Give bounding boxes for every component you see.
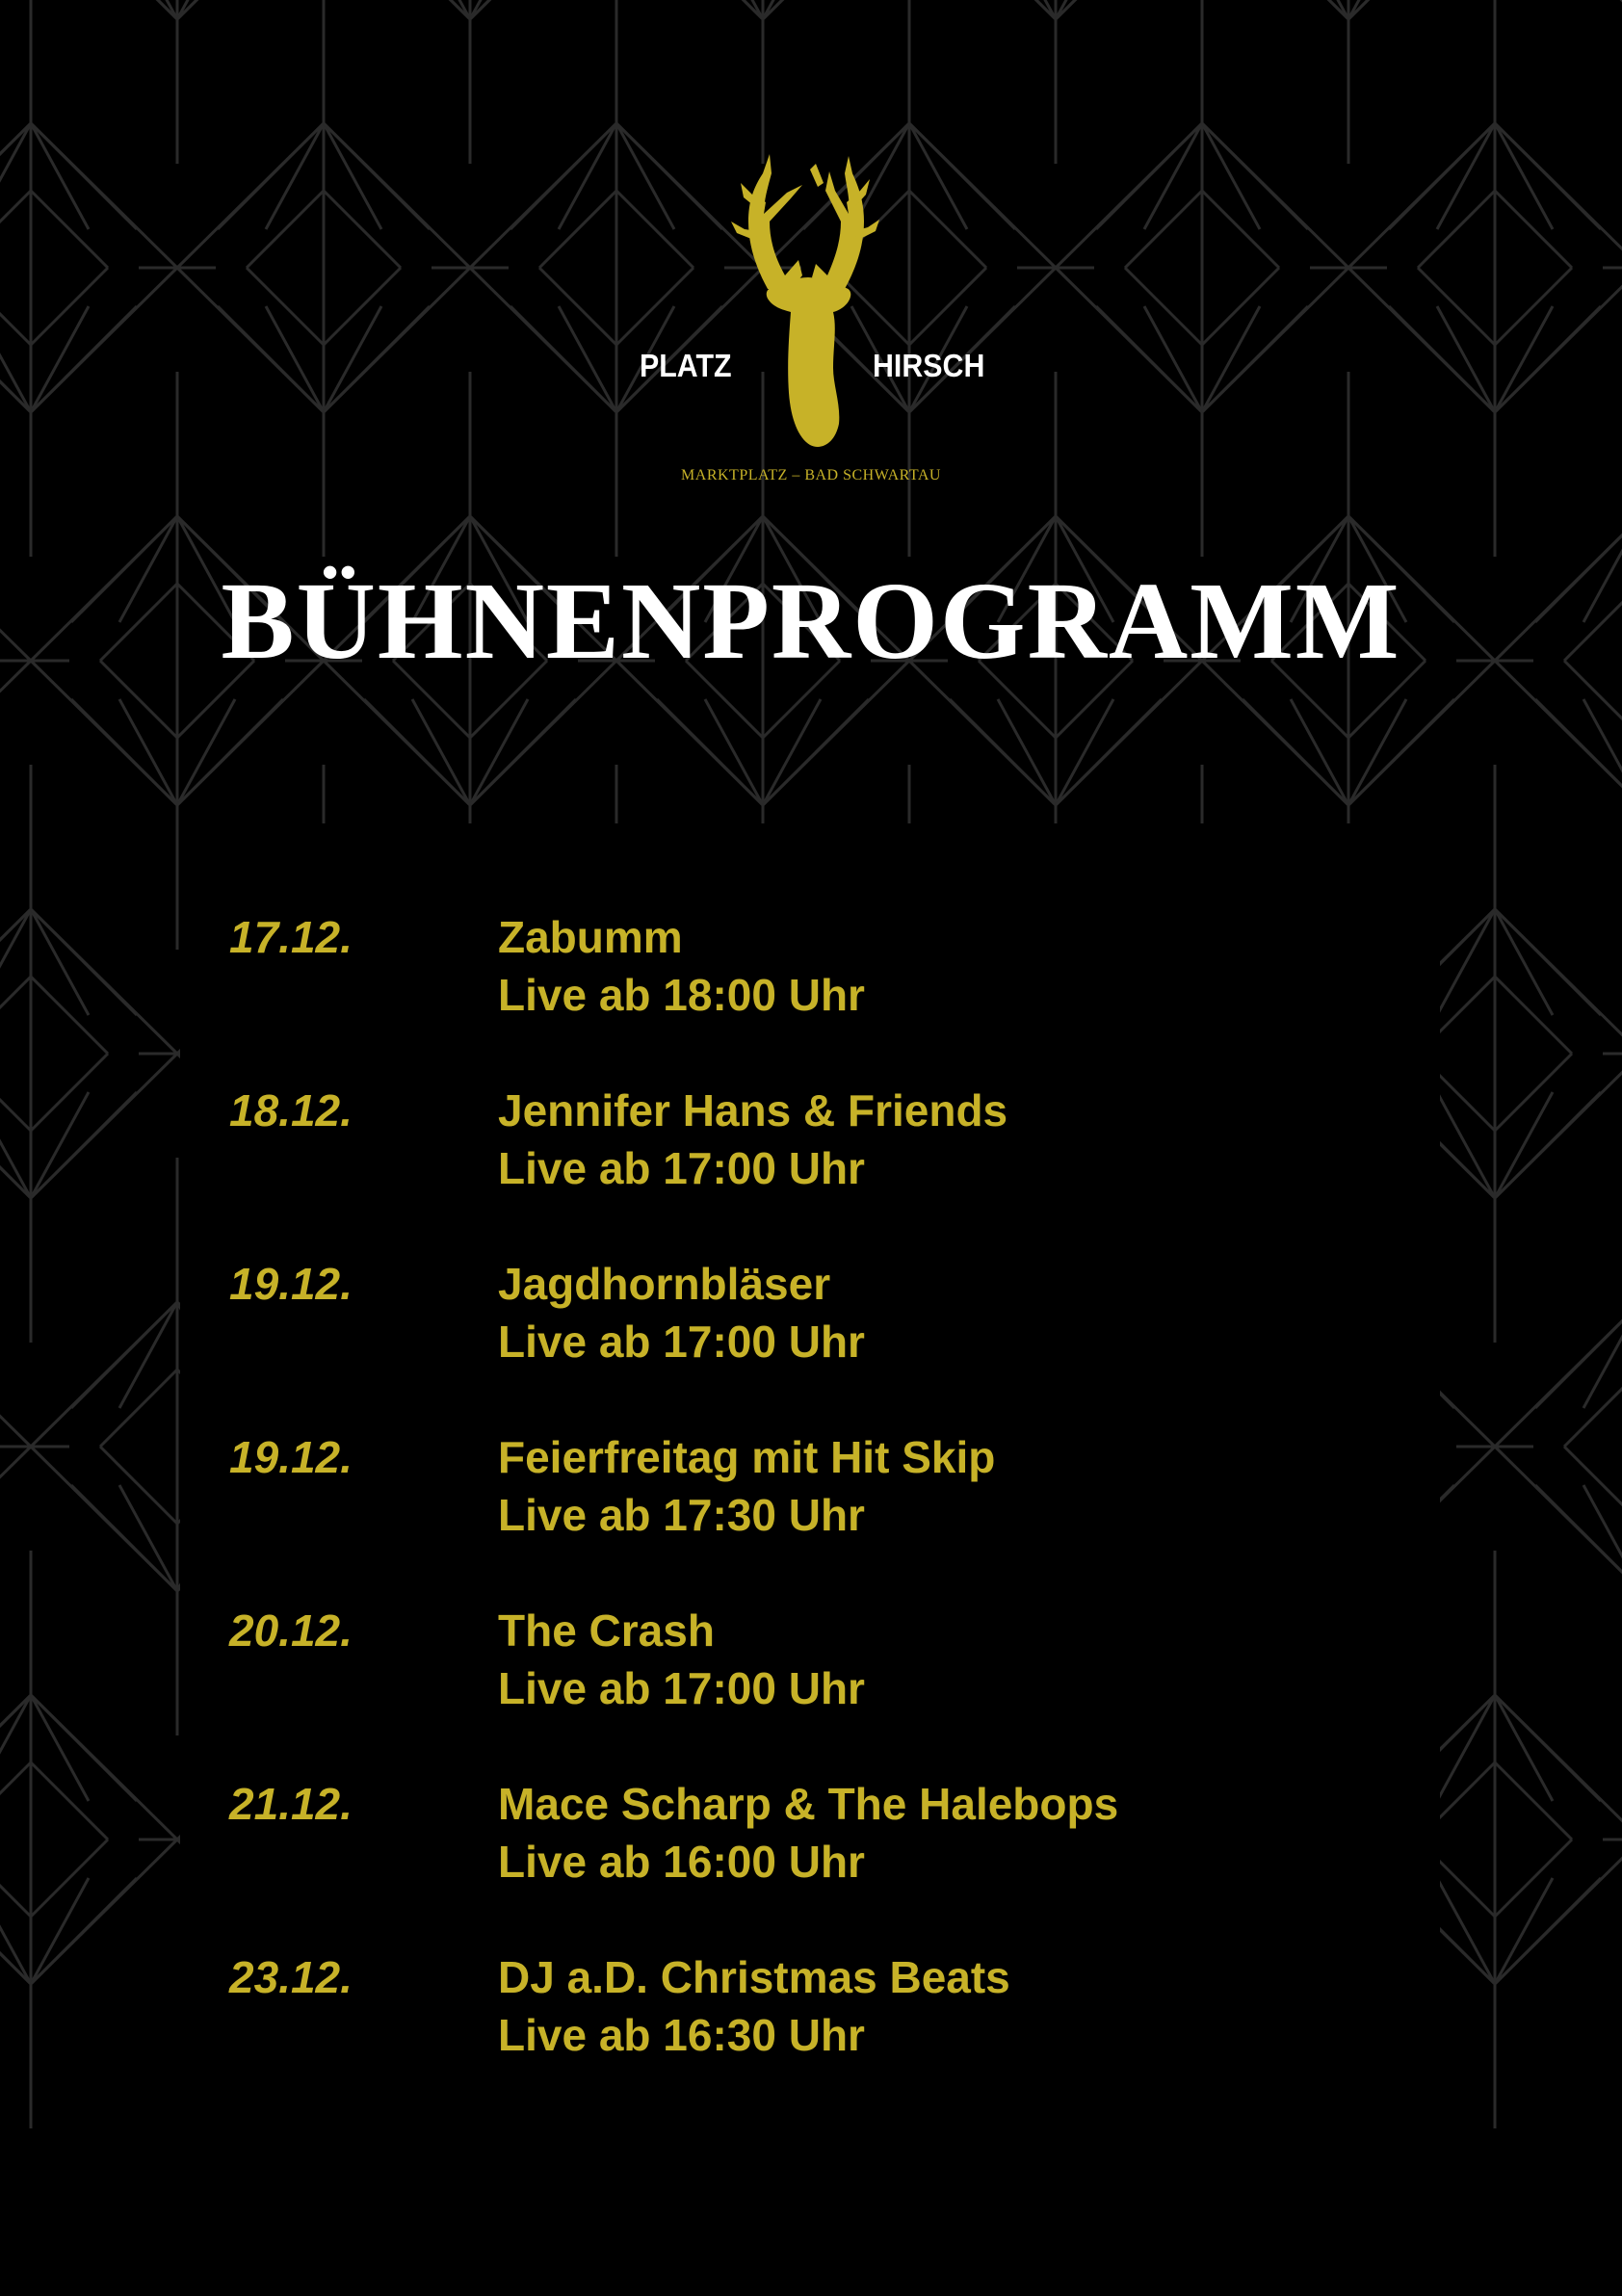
event-row [0,1258,1622,1383]
event-date: 18.12. [229,1085,353,1135]
logo-word-hirsch: HIRSCH [873,348,985,383]
event-row [0,1431,1622,1556]
event-row [0,1778,1622,1903]
event-row [0,1605,1622,1730]
logo-tagline: MARKTPLATZ – BAD SCHWARTAU [681,467,941,483]
page-title: BÜHNENPROGRAMM [221,560,1401,682]
event-time: Live ab 17:00 Uhr [498,1663,865,1713]
event-date: 17.12. [229,912,353,962]
event-name: Mace Scharp & The Halebops [498,1779,1119,1829]
event-time: Live ab 17:00 Uhr [498,1143,865,1193]
event-name: DJ a.D. Christmas Beats [498,1952,1010,2002]
event-time: Live ab 17:30 Uhr [498,1490,865,1540]
event-row [0,911,1622,1036]
event-time: Live ab 16:30 Uhr [498,2010,865,2060]
event-date: 21.12. [229,1779,353,1829]
deer-head-icon [710,144,903,453]
event-row [0,1951,1622,2076]
event-time: Live ab 18:00 Uhr [498,970,865,1020]
event-name: Jagdhornbläser [498,1259,831,1309]
event-date: 19.12. [229,1432,353,1482]
event-date: 23.12. [229,1952,353,2002]
event-name: Zabumm [498,912,683,962]
platzhirsch-logo [618,144,1004,501]
event-time: Live ab 17:00 Uhr [498,1317,865,1367]
event-name: Jennifer Hans & Friends [498,1085,1008,1135]
event-date: 19.12. [229,1259,353,1309]
event-name: Feierfreitag mit Hit Skip [498,1432,996,1482]
event-row [0,1084,1622,1210]
logo-word-platz: PLATZ [640,348,732,383]
event-time: Live ab 16:00 Uhr [498,1837,865,1887]
event-date: 20.12. [229,1605,353,1656]
event-name: The Crash [498,1605,715,1656]
